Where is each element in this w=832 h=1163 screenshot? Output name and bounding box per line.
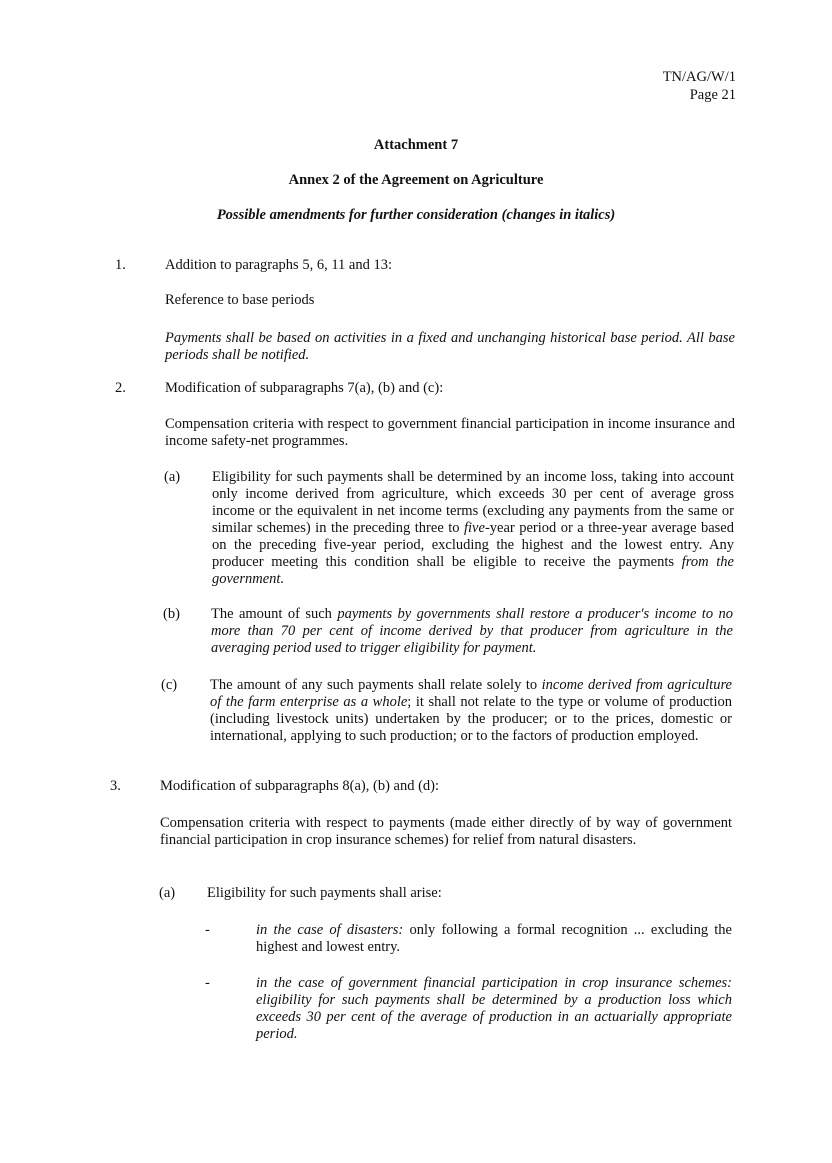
item-1-heading: Addition to paragraphs 5, 6, 11 and 13: xyxy=(165,257,392,273)
item-2c-text: The amount of any such payments shall relate solely to income derived from agriculture of the farm enterprise as a whole; it shall not relate to the type or volume of production (including livestock units) undertaken by the producer; or to the prices, domestic or international, applying to such production; or to the factors of production employed. xyxy=(210,677,732,744)
item-3-heading: Modification of subparagraphs 8(a), (b) and (d): xyxy=(160,778,440,794)
amendments-subheading: Possible amendments for further consideration (changes in italics) xyxy=(216,207,616,223)
item-3a-label: (a) xyxy=(159,885,176,901)
item-1-text: Payments shall be based on activities in a fixed and unchanging historical base period. All base periods shall be notified. xyxy=(165,330,735,363)
bullet-dash: - xyxy=(205,922,210,938)
item-2-intro: Compensation criteria with respect to government financial participation in income insurance and income safety-net programmes. xyxy=(165,416,735,449)
item-3-intro: Compensation criteria with respect to payments (made either directly of by way of government financial participation in crop insurance schemes) for relief from natural disasters. xyxy=(160,815,732,848)
item-1-number: 1. xyxy=(115,257,126,273)
item-2-number: 2. xyxy=(115,380,126,396)
item-2-heading: Modification of subparagraphs 7(a), (b) and (c): xyxy=(165,380,444,396)
bullet-dash: - xyxy=(205,975,210,991)
item-3a-text: Eligibility for such payments shall arise: xyxy=(207,885,442,901)
item-2a-text: Eligibility for such payments shall be determined by an income loss, taking into account only income derived from agriculture, which exceeds 30 per cent of average gross income or the equivalent in net income terms (excluding any payments from the same or similar schemes) in the preceding three to five-year period or a three-year average based on the preceding five-year period, excluding the highest and the lowest entry. Any producer meeting this condition shall be eligible to receive the payments from the government. xyxy=(212,469,734,587)
item-3-number: 3. xyxy=(110,778,121,794)
bullet-disasters: in the case of disasters: only following a formal recognition ... excluding the highest and lowest entry. xyxy=(256,922,732,955)
item-2c-label: (c) xyxy=(161,677,178,693)
attachment-title: Attachment 7 xyxy=(373,137,459,153)
item-2b-label: (b) xyxy=(163,606,180,622)
item-1-subheading: Reference to base periods xyxy=(165,292,315,308)
document-header xyxy=(663,68,736,104)
bullet-crop-insurance: in the case of government financial participation in crop insurance schemes: eligibility for such payments shall be determined by a production loss which exceeds 30 per cent of the average of production in an actuarially appropriate period. xyxy=(256,975,732,1042)
page-number: Page 21 xyxy=(689,87,736,103)
annex-title: Annex 2 of the Agreement on Agriculture xyxy=(288,172,544,188)
item-2a-label: (a) xyxy=(164,469,181,485)
document-symbol: TN/AG/W/1 xyxy=(662,69,736,85)
item-2b-text: The amount of such payments by governments shall restore a producer's income to no more than 70 per cent of income derived by that producer from agriculture in the averaging period used to trigger eligibility for payment. xyxy=(211,606,733,656)
